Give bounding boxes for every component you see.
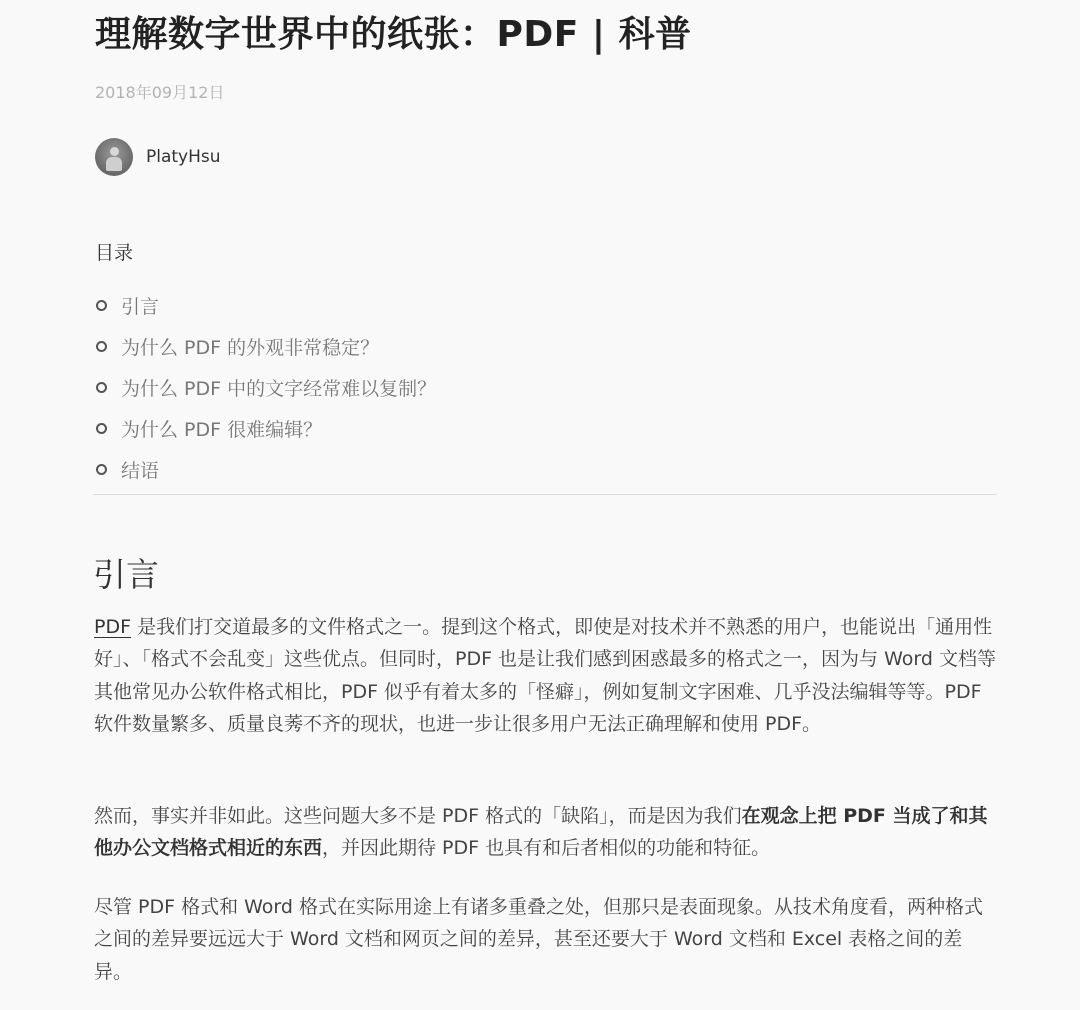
toc-item-label[interactable]: 引言 [121, 296, 160, 318]
toc-item[interactable] [95, 449, 436, 490]
bullet-icon [96, 464, 107, 475]
paragraph-intro [94, 611, 1000, 741]
toc-item-label[interactable]: 为什么 PDF 中的文字经常难以复制？ [121, 378, 437, 400]
toc-item[interactable] [95, 285, 436, 326]
toc-item-label[interactable]: 为什么 PDF 的外观非常稳定？ [121, 337, 380, 359]
user-avatar-icon[interactable] [95, 138, 133, 176]
paragraph-comparison: 尽管 PDF 格式和 Word 格式在实际用途上有诸多重叠之处，但那只是表面现象。从技术角度看，两种格式之间的差异要远远大于 Word 文档和网页之间的差异，甚至还要大于 Word 文档和 Excel 表格之间的差异。 [94, 896, 984, 983]
bullet-icon [96, 382, 107, 393]
toc-item[interactable] [95, 367, 436, 408]
section-title: 引言 [93, 555, 159, 594]
bullet-icon [96, 300, 107, 311]
article-title: 理解数字世界中的纸张：PDF | 科普 [95, 14, 692, 55]
paragraph-text: ，并因此期待 PDF 也具有和后者相似的功能和特征。 [322, 837, 771, 860]
emphasis-text: 在观念上把 PDF 当成了和其他办公文档格式相近的东西 [94, 805, 988, 860]
publish-date: 2018年09月12日 [95, 83, 225, 102]
bullet-icon [96, 341, 107, 352]
author-info[interactable] [95, 137, 221, 177]
author-name[interactable]: PlatyHsu [146, 147, 221, 167]
bullet-icon [96, 423, 107, 434]
paragraph-text: 然而，事实并非如此。这些问题大多不是 PDF 格式的「缺陷」，而是因为我们 [94, 805, 742, 827]
toc-item[interactable] [95, 408, 436, 449]
paragraph-text: 是我们打交道最多的文件格式之一。提到这个格式，即使是对技术并不熟悉的用户，也能说出「通用性好」、「格式不会乱变」这些优点。但同时，PDF 也是让我们感到困惑最多的格式之一，因为与 Word 文档等其他常见办公软件格式相比，PDF 似乎有着太多的「怪癖」，例如复制文字困难、几乎没法编辑等等。PDF 软件数量繁多、质量良莠不齐的现状，也进一步让很多用户无法正确理解和使用 PDF。 [94, 616, 996, 736]
toc-item[interactable] [95, 326, 436, 367]
toc-item-label[interactable]: 为什么 PDF 很难编辑？ [121, 419, 323, 441]
toc-item-label[interactable]: 结语 [121, 460, 160, 482]
toc-heading: 目录 [95, 242, 134, 264]
pdf-link[interactable]: PDF [94, 616, 132, 638]
table-of-contents [95, 285, 436, 490]
divider [93, 494, 997, 495]
paragraph-however [94, 800, 1000, 865]
